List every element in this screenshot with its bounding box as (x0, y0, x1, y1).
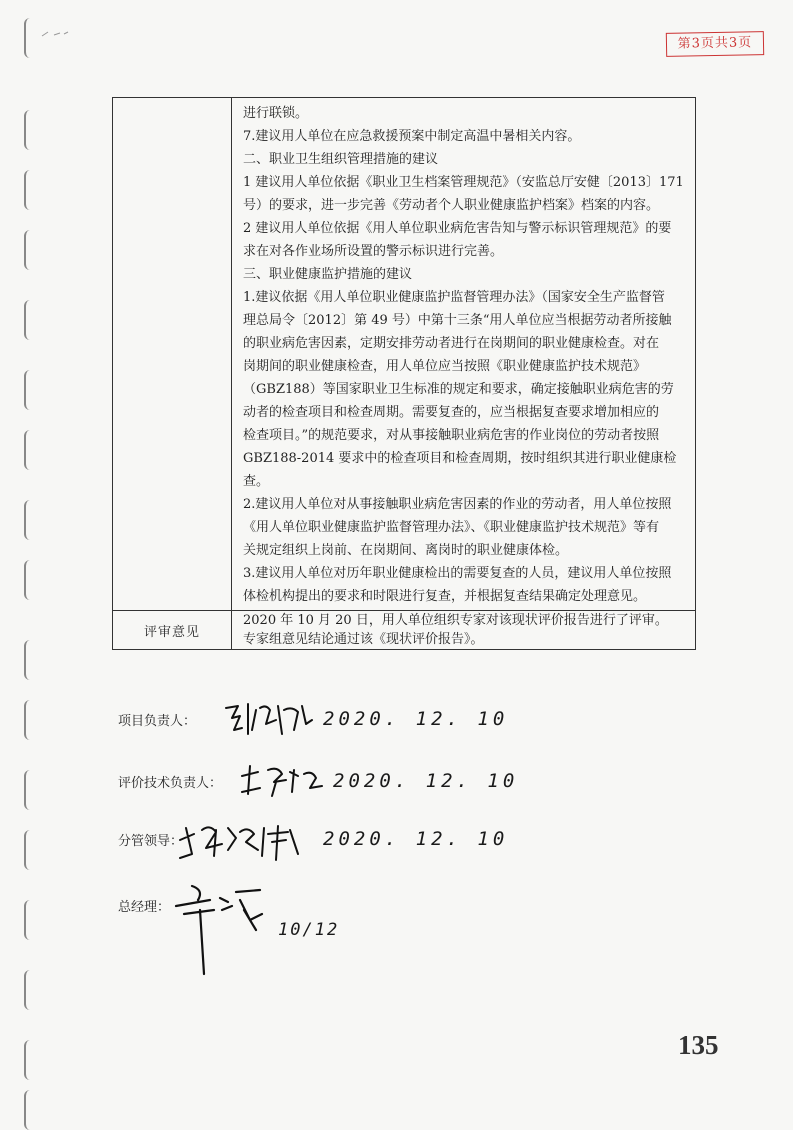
content-line: 的职业病危害因素，定期安排劳动者进行在岗期间的职业健康检查。对在 (243, 336, 660, 351)
signature-role-label: 分管领导： (118, 834, 184, 849)
section-heading: 二、职业卫生组织管理措施的建议 (243, 152, 439, 167)
signature-role-label: 项目负责人： (118, 714, 197, 729)
content-line: 1 建议用人单位依据《职业卫生档案管理规范》（安监总厅安健〔2013〕171 (243, 175, 684, 190)
content-line: 体检机构提出的要求和时限进行复查，并根据复查结果确定处理意见。 (243, 589, 647, 604)
empty-label-cell (113, 98, 232, 611)
content-line: 2 建议用人单位依据《用人单位职业病危害告知与警示标识管理规范》的要 (243, 221, 672, 236)
signature-row-supervisor (118, 820, 678, 860)
content-line: 检查项目。”的规范要求，对从事接触职业病危害的作业岗位的劳动者按照 (243, 428, 660, 443)
content-line: 进行联锁。 (243, 106, 309, 121)
review-row (113, 611, 696, 650)
signature-date: 2020. 12. 10 (323, 708, 509, 730)
content-line: 查。 (243, 474, 270, 489)
review-text-cell (232, 611, 696, 650)
content-line: 动者的检查项目和检查周期。需要复查的，应当根据复查要求增加相应的 (243, 405, 660, 420)
content-line: 3.建议用人单位对历年职业健康检出的需要复查的人员，建议用人单位按照 (243, 566, 672, 581)
content-line: 理总局令〔2012〕第 49 号）中第十三条“用人单位应当根据劳动者所接触 (243, 313, 672, 328)
recommendations-cell (232, 98, 696, 611)
handwritten-signature (176, 820, 306, 866)
section-heading: 三、职业健康监护措施的建议 (243, 267, 413, 282)
signature-role-label: 评价技术负责人： (118, 776, 223, 791)
binding-margin (0, 0, 60, 1122)
content-line: 求在对各作业场所设置的警示标识进行完善。 (243, 244, 504, 259)
signature-date: 2020. 12. 10 (333, 770, 519, 792)
content-line: （GBZ188）等国家职业卫生标准的规定和要求，确定接触职业病危害的劳 (243, 382, 674, 397)
content-line: 关规定组织上岗前、在岗期间、离岗时的职业健康体检。 (243, 543, 569, 558)
recommendations-row (113, 98, 696, 611)
report-table (112, 97, 696, 650)
signature-role-label: 总经理： (118, 900, 171, 915)
signature-row-general-manager (118, 880, 418, 980)
signature-row-project-lead (118, 700, 678, 740)
review-line: 专家组意见结论通过该《现状评价报告》。 (243, 632, 484, 647)
signature-date: 2020. 12. 10 (323, 828, 509, 850)
content-line: 岗期间的职业健康检查，用人单位应当按照《职业健康监护技术规范》 (243, 359, 647, 374)
signature-date: 10/12 (278, 920, 340, 940)
content-line: 号）的要求，进一步完善《劳动者个人职业健康监护档案》档案的内容。 (243, 198, 660, 213)
content-line: 《用人单位职业健康监护监督管理办法》、《职业健康监护技术规范》等有 (243, 520, 660, 535)
content-line: 1.建议依据《用人单位职业健康监护监督管理办法》（国家安全生产监督管 (243, 290, 665, 305)
review-line: 2020 年 10 月 20 日，用人单位组织专家对该现状评价报告进行了评审。 (243, 613, 668, 628)
content-line: 2.建议用人单位对从事接触职业病危害因素的作业的劳动者，用人单位按照 (243, 497, 672, 512)
content-line: 7.建议用人单位在应急救援预案中制定高温中暑相关内容。 (243, 129, 581, 144)
scan-mark-icon (40, 30, 70, 38)
handwritten-signature (218, 700, 318, 740)
handwritten-signature (170, 880, 270, 980)
page-count-stamp: 第3页共3页 (666, 31, 764, 57)
handwritten-signature (238, 762, 328, 802)
signature-row-technical-lead (118, 762, 678, 802)
review-label: 评审意见 (113, 611, 232, 650)
content-line: GBZ188-2014 要求中的检查项目和检查周期，按时组织其进行职业健康检 (243, 451, 677, 466)
page-number: 135 (678, 1030, 719, 1060)
